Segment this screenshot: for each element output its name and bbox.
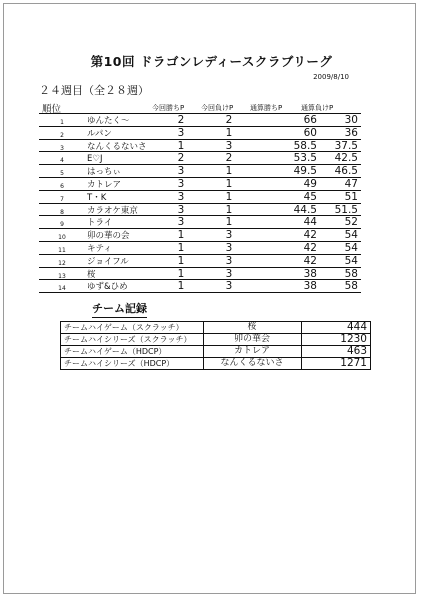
record-category-cell: チームハイシリーズ（スクラッチ） [64, 335, 192, 344]
total-losses-cell: 37.5 [334, 139, 358, 152]
team-name-cell: 卯の華の会 [87, 231, 130, 242]
total-wins-cell: 60 [303, 126, 317, 139]
team-name-cell: ゆず&ひめ [87, 282, 128, 293]
record-score-cell: 444 [346, 321, 367, 333]
record-score-cell: 1230 [340, 333, 367, 345]
this-week-wins-cell: 1 [177, 229, 185, 242]
this-week-losses-cell: 3 [225, 241, 233, 254]
total-losses-cell: 42.5 [334, 152, 358, 165]
team-records-table [60, 321, 371, 370]
total-wins-cell: 45 [303, 190, 317, 203]
total-losses-cell: 47 [344, 177, 358, 190]
this-week-losses-header: 今回負けP [201, 104, 234, 112]
table-row [39, 268, 361, 281]
team-name-cell: トライ [87, 218, 113, 229]
total-losses-cell: 52 [344, 216, 358, 229]
total-wins-cell: 53.5 [293, 152, 317, 165]
this-week-losses-cell: 2 [225, 114, 233, 126]
rank-cell: 9 [60, 221, 64, 229]
table-row [39, 280, 361, 293]
total-losses-header: 通算負けP [301, 104, 334, 112]
document-date: 2009/8/10 [313, 73, 349, 81]
record-category-cell: チームハイシリーズ（HDCP） [64, 359, 175, 368]
total-losses-cell: 46.5 [334, 165, 358, 178]
this-week-losses-cell: 1 [225, 190, 233, 203]
total-losses-cell: 54 [344, 254, 358, 267]
this-week-losses-cell: 3 [225, 139, 233, 152]
record-row [61, 358, 370, 370]
team-name-cell: カラオケ東京 [87, 205, 138, 216]
total-losses-cell: 58 [344, 280, 358, 293]
team-name-cell: T・K [87, 192, 107, 203]
table-row [39, 242, 361, 255]
this-week-losses-cell: 3 [225, 254, 233, 267]
this-week-wins-cell: 3 [177, 190, 185, 203]
total-wins-cell: 42 [303, 241, 317, 254]
this-week-wins-cell: 3 [177, 177, 185, 190]
team-name-cell: なんくるないさ [87, 141, 147, 152]
this-week-wins-cell: 3 [177, 203, 185, 216]
rank-header: 順位 [42, 104, 62, 115]
total-losses-cell: 36 [344, 126, 358, 139]
record-category-cell: チームハイゲーム（スクラッチ） [64, 323, 184, 332]
this-week-losses-cell: 1 [225, 165, 233, 178]
table-row [39, 216, 361, 229]
table-row [39, 229, 361, 242]
total-wins-cell: 42 [303, 254, 317, 267]
team-name-cell: キティ [87, 243, 112, 254]
table-row [39, 178, 361, 191]
record-row [61, 322, 370, 334]
week-label: ２４週目（全２８週） [39, 84, 149, 97]
table-row [39, 191, 361, 204]
this-week-wins-cell: 1 [177, 241, 185, 254]
document-title: 第10回 ドラゴンレディースクラブリーグ [90, 54, 333, 69]
rank-cell: 2 [60, 131, 64, 139]
rank-cell: 5 [60, 170, 64, 178]
total-wins-cell: 38 [303, 267, 317, 280]
record-row [61, 346, 370, 358]
team-name-cell: カトレア [87, 179, 122, 190]
table-row [39, 204, 361, 217]
total-losses-cell: 54 [344, 241, 358, 254]
total-wins-cell: 44 [303, 216, 317, 229]
rank-cell: 12 [58, 259, 66, 267]
rank-cell: 7 [60, 195, 64, 203]
record-score-cell: 463 [346, 345, 367, 357]
rank-cell: 13 [58, 272, 66, 280]
total-wins-header: 通算勝ちP [250, 104, 283, 112]
this-week-losses-cell: 1 [225, 203, 233, 216]
total-losses-cell: 54 [344, 229, 358, 242]
total-wins-cell: 38 [303, 280, 317, 293]
total-losses-cell: 30 [344, 114, 358, 126]
standings-header [39, 101, 361, 114]
this-week-losses-cell: 3 [225, 229, 233, 242]
this-week-wins-cell: 2 [177, 152, 185, 165]
rank-cell: 3 [60, 144, 64, 152]
this-week-wins-cell: 1 [177, 139, 185, 152]
team-name-cell: ルパン [87, 128, 112, 139]
this-week-losses-cell: 1 [225, 126, 233, 139]
total-wins-cell: 49.5 [293, 165, 317, 178]
team-name-cell: ジョイフル [87, 256, 129, 267]
total-wins-cell: 66 [303, 114, 317, 126]
record-score-cell: 1271 [340, 357, 367, 369]
team-name-cell: 桜 [87, 269, 96, 280]
total-losses-cell: 51.5 [334, 203, 358, 216]
standings-table [39, 114, 361, 293]
table-row [39, 140, 361, 153]
this-week-wins-header: 今回勝ちP [152, 104, 185, 112]
rank-cell: 10 [58, 234, 66, 242]
rank-cell: 11 [58, 246, 66, 254]
table-row [39, 127, 361, 140]
this-week-wins-cell: 3 [177, 165, 185, 178]
record-category-cell: チームハイゲーム（HDCP） [64, 347, 167, 356]
rank-cell: 1 [60, 119, 64, 126]
this-week-losses-cell: 1 [225, 177, 233, 190]
team-records-title: チーム記録 [92, 300, 147, 318]
rank-cell: 14 [58, 285, 66, 293]
this-week-wins-cell: 1 [177, 267, 185, 280]
this-week-wins-cell: 1 [177, 280, 185, 293]
this-week-wins-cell: 1 [177, 254, 185, 267]
total-losses-cell: 58 [344, 267, 358, 280]
this-week-wins-cell: 3 [177, 126, 185, 139]
total-losses-cell: 51 [344, 190, 358, 203]
record-team-cell: 卯の華会 [233, 334, 270, 344]
total-wins-cell: 44.5 [293, 203, 317, 216]
table-row [39, 152, 361, 165]
this-week-losses-cell: 3 [225, 280, 233, 293]
this-week-wins-cell: 2 [177, 114, 185, 126]
table-row [39, 114, 361, 127]
total-wins-cell: 49 [303, 177, 317, 190]
total-wins-cell: 58.5 [293, 139, 317, 152]
rank-cell: 6 [60, 182, 64, 190]
team-name-cell: はっちぃ [87, 167, 122, 178]
table-row [39, 165, 361, 178]
team-name-cell: E♡J [87, 154, 103, 165]
this-week-wins-cell: 3 [177, 216, 185, 229]
rank-cell: 4 [60, 157, 64, 165]
record-team-cell: カトレア [233, 346, 270, 356]
total-wins-cell: 42 [303, 229, 317, 242]
team-name-cell: ゆんたく〜 [87, 116, 130, 126]
table-row [39, 255, 361, 268]
record-row [61, 334, 370, 346]
this-week-losses-cell: 3 [225, 267, 233, 280]
record-team-cell: 桜 [247, 322, 257, 332]
this-week-losses-cell: 2 [225, 152, 233, 165]
this-week-losses-cell: 1 [225, 216, 233, 229]
record-team-cell: なんくるないさ [220, 358, 284, 368]
rank-cell: 8 [60, 208, 64, 216]
